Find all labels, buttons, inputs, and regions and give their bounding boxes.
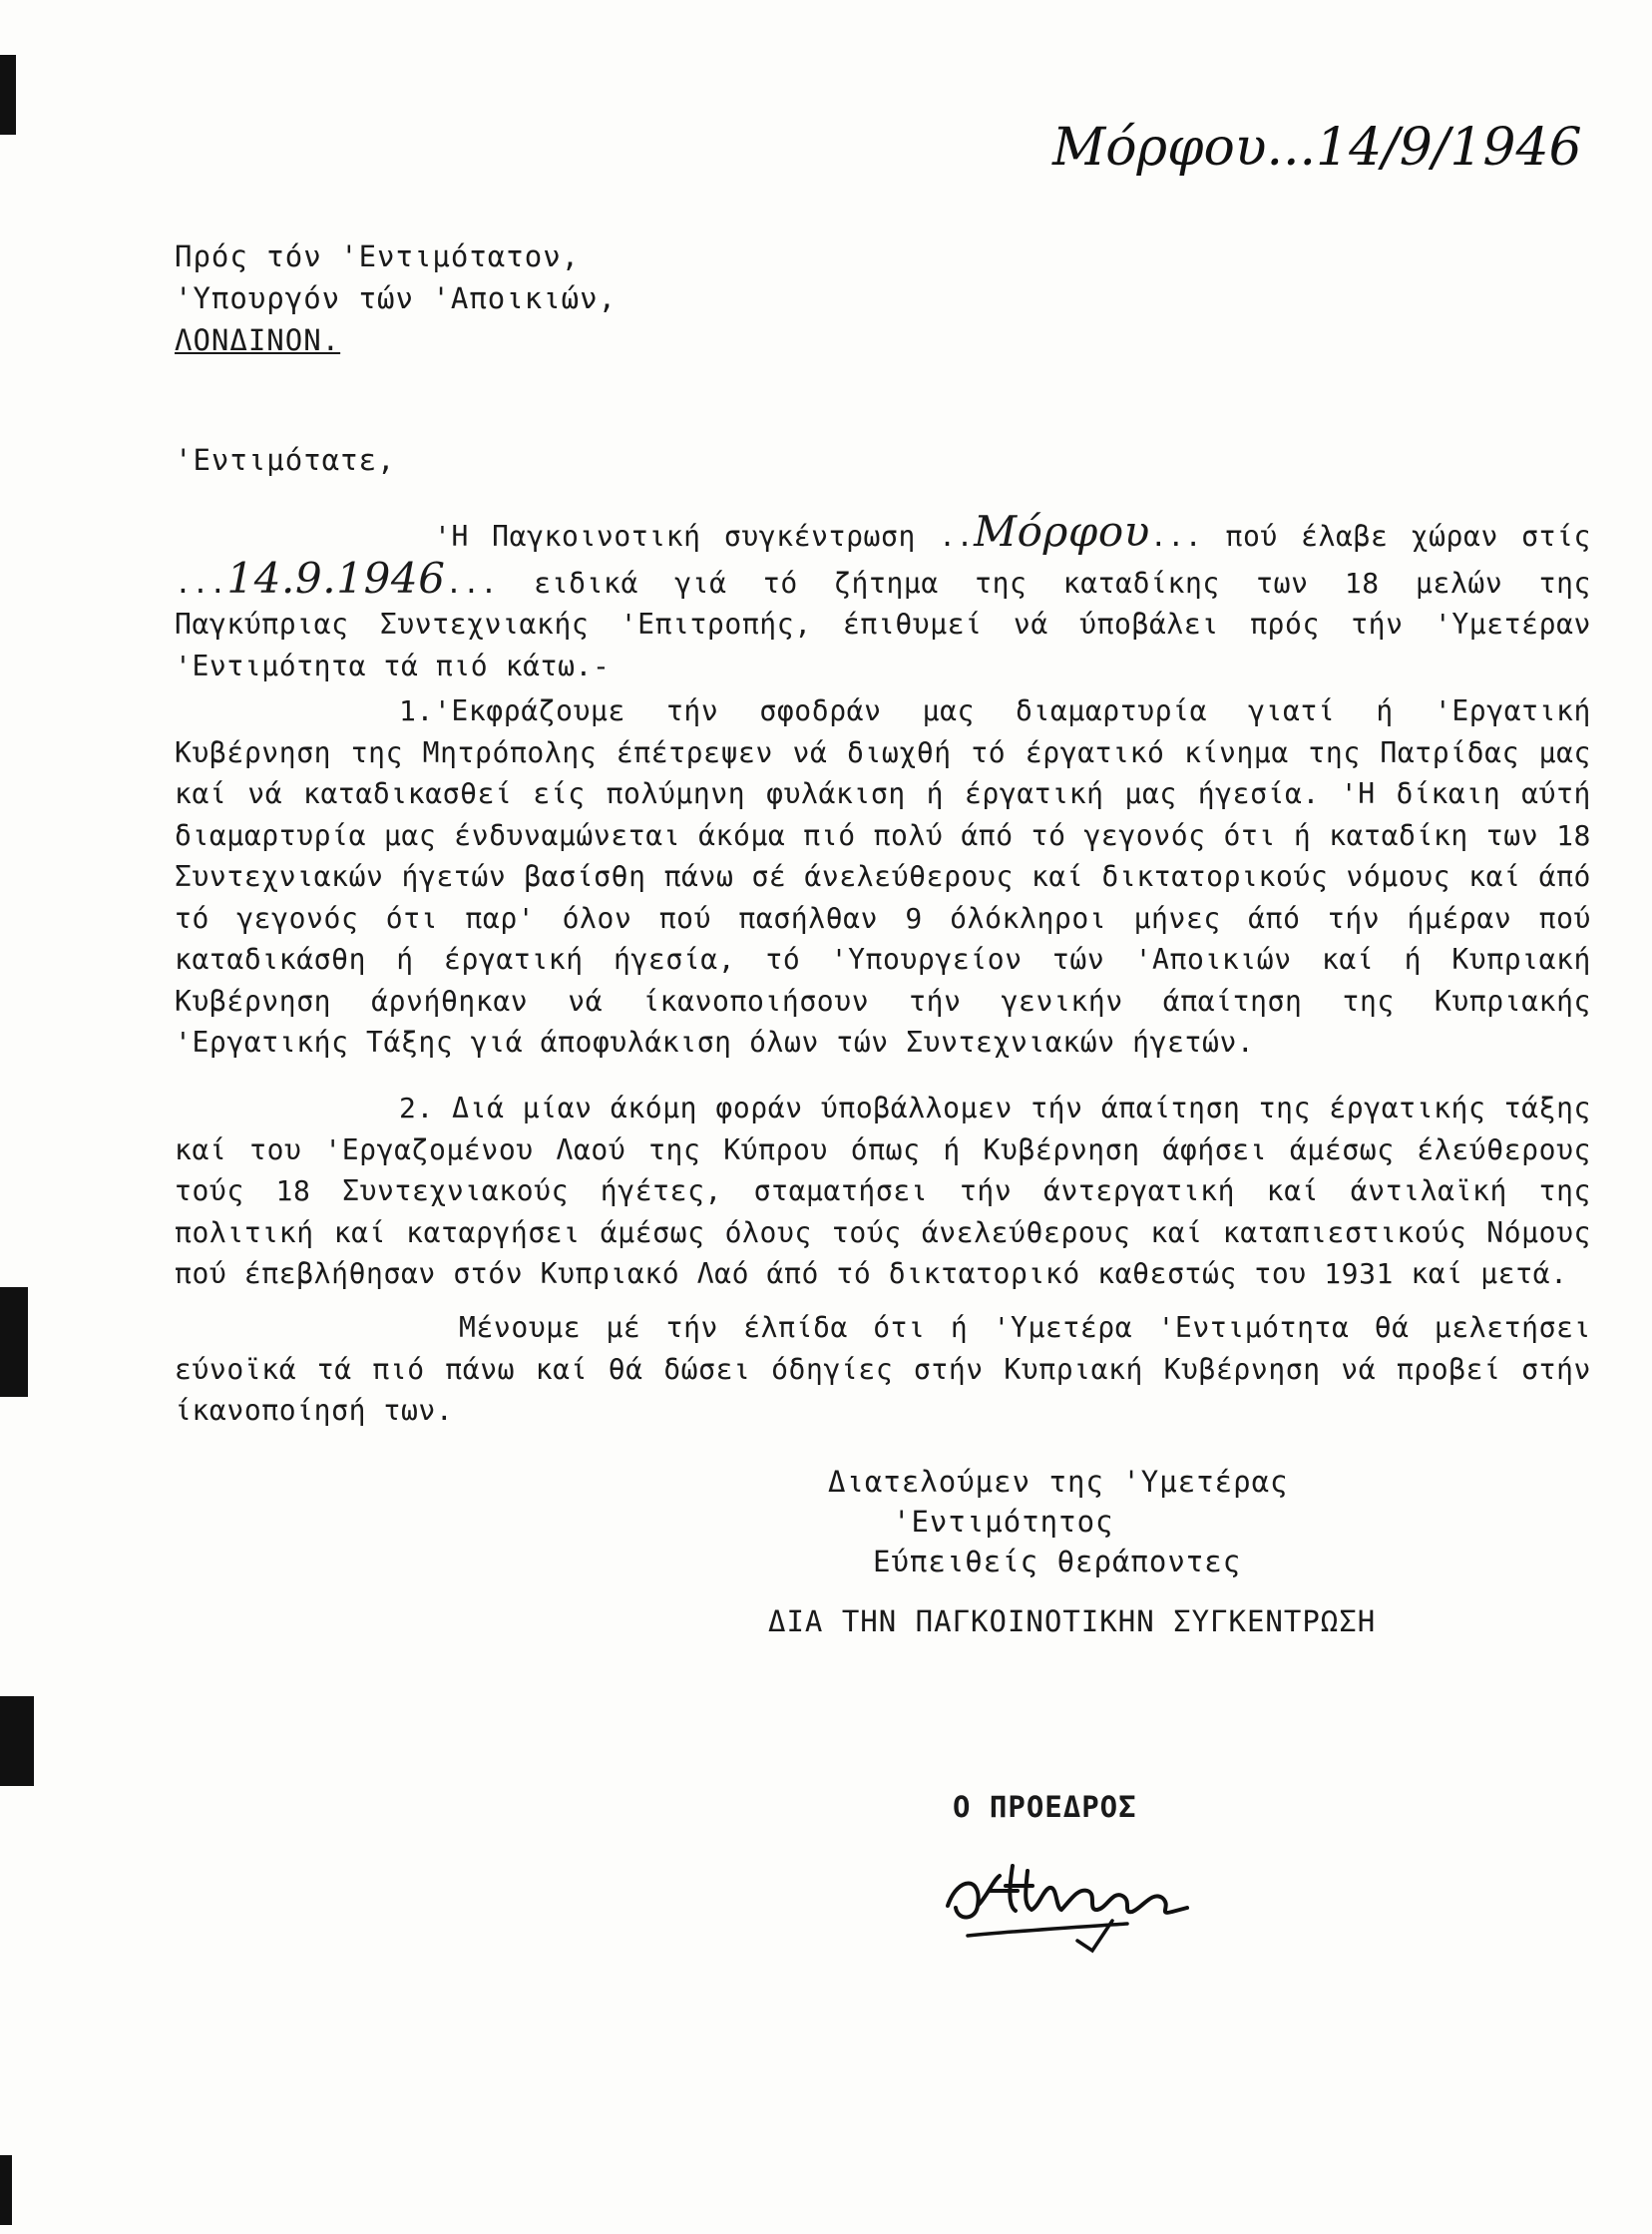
valediction-line-3: Εύπειθείς θεράποντες	[873, 1545, 1242, 1578]
scan-edge-bottom	[0, 2155, 12, 2225]
signatory-title: Ο ΠΡΟΕΔΡΟΣ	[953, 1790, 1137, 1824]
organization-name: ΔΙΑ ΤΗΝ ΠΑΓΚΟΙΝΟΤΙΚΗΝ ΣΥΓΚΕΝΤΡΩΣΗ	[768, 1604, 1377, 1638]
address-line-3: ΛΟΝΔΙΝΟΝ.	[175, 323, 341, 357]
address-line-1: Πρός τόν 'Εντιμότατον,	[175, 239, 581, 273]
handwritten-signature	[928, 1836, 1247, 1966]
point-2-paragraph: 2. Διά μίαν άκόμη φοράν ύποβάλλομεν τήν άπαίτηση της έργατικής τάξης καί του 'Εργαζομένου Λαού της Κύπρου όπως ή Κυβέρνηση άφήσει άμέσως έλεύθερους τούς 18 Συντεχνιακούς ήγέτες, σταματήσει τήν άντεργατική καί άντιλαϊκή της πολιτική καί καταργήσει άμέσως όλους τούς άνελεύθερους καί καταπιεστικούς Νόμους πού έπεβλήθησαν στόν Κυπριακό Λαό άπό τό δικτατορικό καθεστώς του 1931 καί μετά.	[175, 1092, 1591, 1290]
handwritten-place: Μόρφου	[974, 507, 1150, 556]
handwritten-date: Μόρφου...14/9/1946	[1052, 118, 1582, 178]
intro-text-2: ... πού έλαβε χώραν στίς ...	[175, 520, 1591, 600]
valediction-line-2: 'Εντιμότητος	[893, 1505, 1114, 1539]
point-1-paragraph: 1.'Εκφράζουμε τήν σφοδράν μας διαμαρτυρία γιατί ή 'Εργατική Κυβέρνηση της Μητρόπολης έπέτρεψεν νά διωχθή τό έργατικό κίνημα της Πατρίδας μας καί νά καταδικασθεί είς πολύμηνη φυλάκιση ή έργατική μας ήγεσία. 'Η δίκαιη αύτή διαμαρτυρία μας ένδυναμώνεται άκόμα πιό πολύ άπό τό γεγονός ότι ή καταδίκη των 18 Συντεχνιακών ήγετών βασίσθη πάνω σέ άνελεύθερους καί δικτατορικούς νόμους καί άπό τό γεγονός ότι παρ' όλον πού πασήλθαν 9 όλόκληροι μήνες άπό τήν ήμέραν πού καταδικάσθη ή έργατική ήγεσία, τό 'Υπουργείον τών 'Αποικιών καί ή Κυπριακή Κυβέρνηση άρνήθηκαν νά ίκανοποιήσουν τήν γενικήν άπαίτηση της Κυπριακής 'Εργατικής Τάξης γιά άποφυλάκιση όλων τών Συντεχνιακών ήγετών.	[175, 694, 1591, 1059]
closing-paragraph: Μένουμε μέ τήν έλπίδα ότι ή 'Υμετέρα 'Εντιμότητα θά μελετήσει εύνοϊκά τά πιό πάνω καί θά δώσει όδηγίες στήν Κυπριακή Κυβέρνηση νά προβεί στήν ίκανοποίησή των.	[175, 1311, 1591, 1427]
handwritten-meeting-date: 14.9.1946	[226, 553, 446, 603]
intro-text-3: ... ειδικά γιά τό ζήτημα της καταδίκης των 18 μελών της Παγκύπριας Συντεχνιακής 'Επιτροπής, έπιθυμεί νά ύποβάλει πρός τήν 'Υμετέραν 'Εντιμότητα τά πιό κάτω.-	[175, 566, 1591, 682]
scan-edge-lower	[0, 1696, 34, 1786]
valediction-line-1: Διατελούμεν της 'Υμετέρας	[828, 1465, 1289, 1499]
scan-edge-top	[0, 55, 16, 135]
address-line-2: 'Υπουργόν τών 'Αποικιών,	[175, 281, 618, 315]
intro-text-1: 'Η Παγκοινοτική συγκέντρωση ..	[434, 520, 975, 553]
intro-paragraph	[175, 507, 1591, 686]
scan-edge-middle	[0, 1287, 28, 1397]
salutation: 'Εντιμότατε,	[175, 443, 396, 477]
